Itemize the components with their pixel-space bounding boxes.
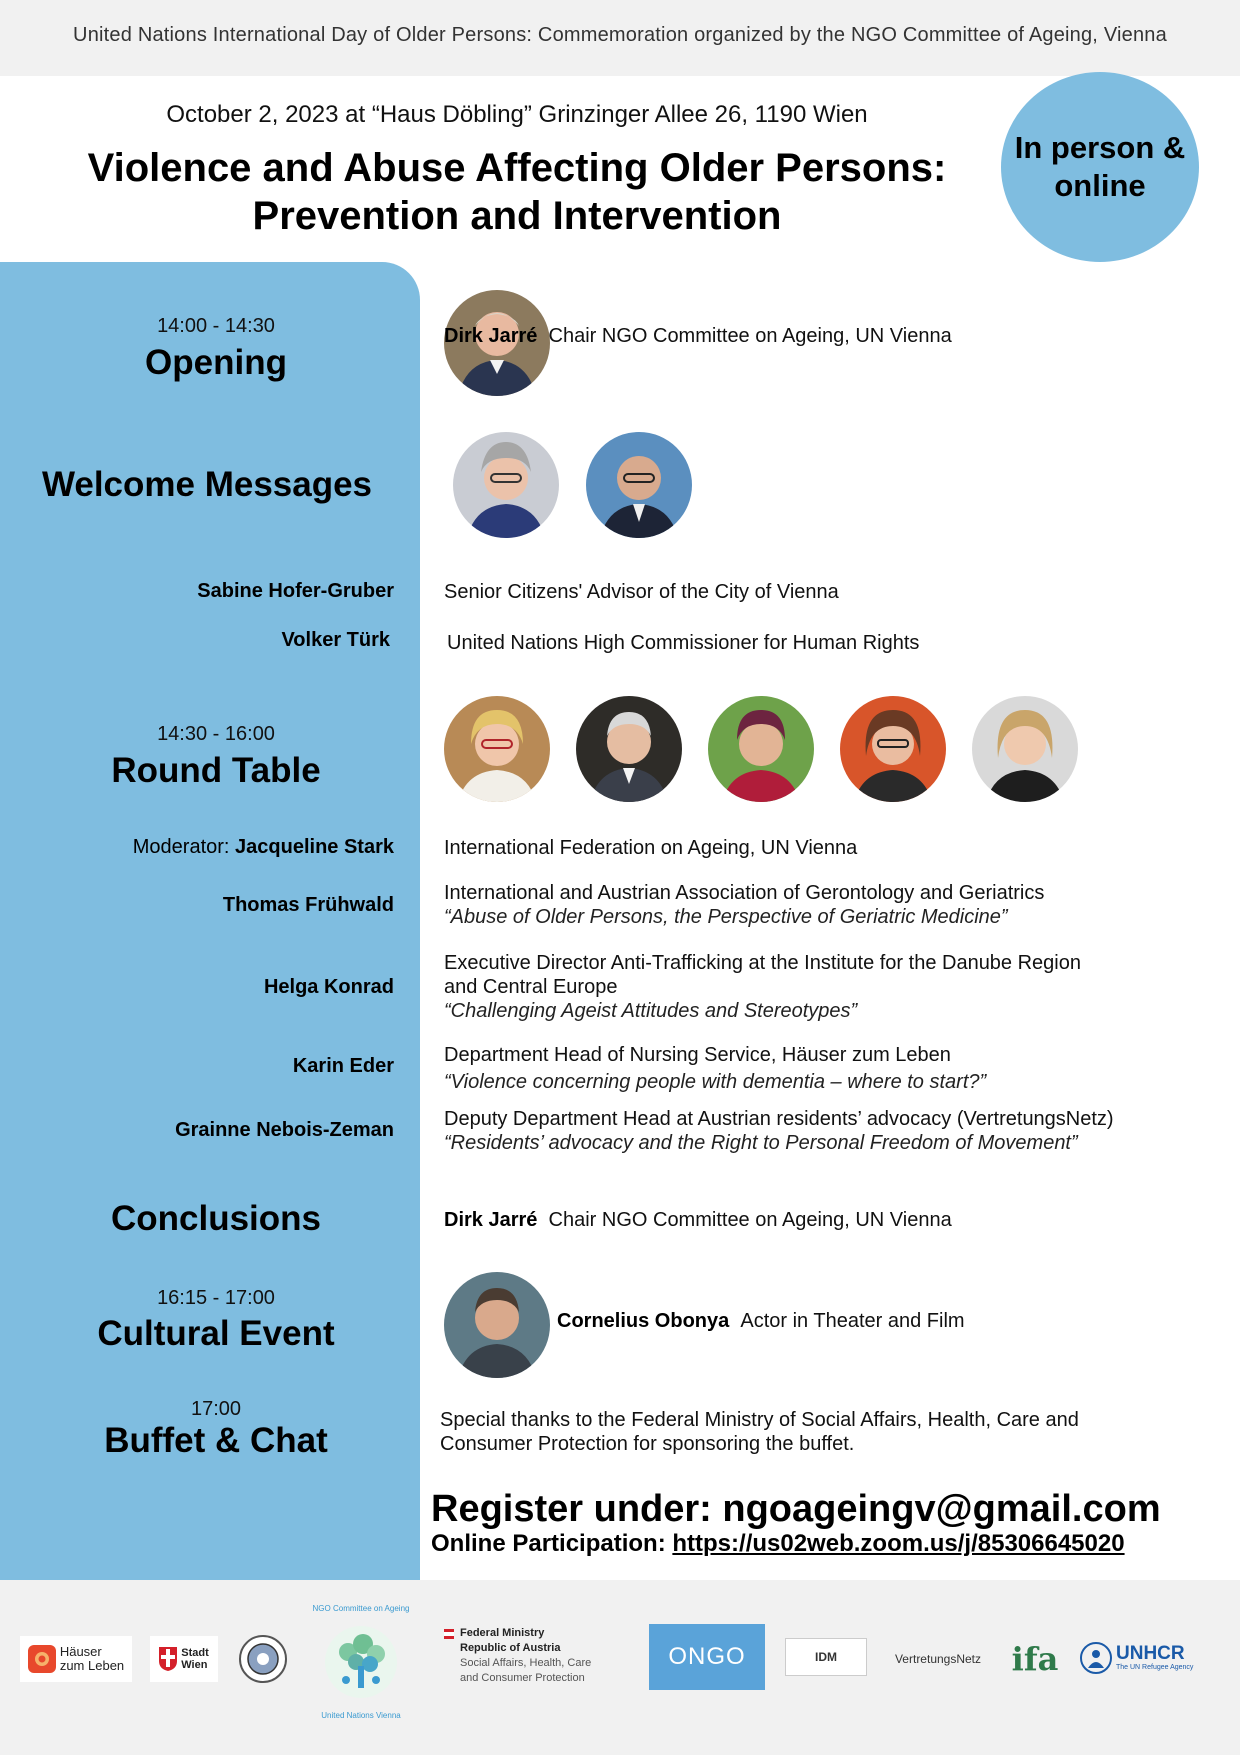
welcome-speaker-2-name: Volker Türk bbox=[281, 629, 390, 651]
moderator bbox=[20, 836, 394, 859]
avatar-jacqueline-stark bbox=[444, 696, 550, 802]
panelist-3-info bbox=[444, 1043, 1164, 1094]
panelist-2-info bbox=[444, 951, 1164, 1023]
ifa-logo bbox=[1008, 1634, 1062, 1684]
panelist-1-role: International and Austrian Association of Gerontology and Geriatrics bbox=[444, 882, 1045, 904]
opening-speaker-role: Chair NGO Committee on Ageing, UN Vienna bbox=[548, 325, 952, 347]
unhcr-emblem-icon bbox=[1080, 1642, 1112, 1674]
moderator-role: International Federation on Ageing, UN Vienna bbox=[444, 837, 858, 859]
buffet-heading: Buffet & Chat bbox=[104, 1421, 328, 1460]
hauser-zum-leben-logo bbox=[20, 1636, 132, 1682]
avatar-sabine-hofer-gruber bbox=[453, 432, 559, 538]
unhcr-logo bbox=[1080, 1638, 1218, 1678]
online-participation-label: Online Participation: bbox=[431, 1530, 666, 1557]
panelist-4-name: Grainne Nebois-Zeman bbox=[175, 1119, 394, 1141]
panelist-1-topic: “Abuse of Older Persons, the Perspective of Geriatric Medicine” bbox=[444, 906, 1008, 928]
badge-line-2: online bbox=[1054, 168, 1146, 203]
cultural-speaker bbox=[557, 1309, 1240, 1333]
ngo-logo-top-text: NGO Committee on Ageing bbox=[312, 1604, 410, 1613]
panelist-2-role-line-1: Executive Director Anti-Trafficking at the Institute for the Danube Region bbox=[444, 952, 1081, 974]
panelist-3-topic: “Violence concerning people with dementia – where to start?” bbox=[444, 1071, 987, 1093]
program-sidebar bbox=[0, 262, 420, 1580]
event-date-location: October 2, 2023 at “Haus Döbling” Grinzinger Allee 26, 1190 Wien bbox=[166, 101, 868, 128]
panelist-3-name: Karin Eder bbox=[292, 1055, 394, 1077]
avatar-cornelius-obonya bbox=[444, 1272, 550, 1378]
stadt-wien-logo bbox=[150, 1636, 218, 1682]
federal-ministry-logo bbox=[444, 1626, 628, 1702]
ministry-line-3: Social Affairs, Health, Care bbox=[460, 1657, 592, 1669]
avatar-helga-konrad bbox=[708, 696, 814, 802]
idm-logo-text: IDM bbox=[815, 1650, 837, 1664]
conclusions-speaker bbox=[444, 1208, 1164, 1232]
opening-heading: Opening bbox=[145, 343, 287, 382]
hauser-logo-line-2: zum Leben bbox=[59, 1658, 125, 1673]
welcome-heading: Welcome Messages bbox=[41, 465, 373, 504]
avatar-volker-turk bbox=[586, 432, 692, 538]
zoom-link[interactable]: https://us02web.zoom.us/j/85306645020 bbox=[672, 1530, 1125, 1557]
welcome-speaker-1-name: Sabine Hofer-Gruber bbox=[197, 580, 394, 602]
badge-line-1: In person & bbox=[1014, 130, 1186, 165]
conclusions-speaker-name: Dirk Jarré bbox=[444, 1209, 538, 1231]
opening-time: 14:00 - 14:30 bbox=[157, 315, 275, 337]
avatar-grainne-nebois-zeman bbox=[972, 696, 1078, 802]
welcome-speaker-2-role: United Nations High Commissioner for Human Rights bbox=[447, 632, 920, 654]
idm-logo bbox=[785, 1638, 867, 1676]
panelist-4-topic: “Residents’ advocacy and the Right to Personal Freedom of Movement” bbox=[444, 1132, 1078, 1154]
round-table-time: 14:30 - 16:00 bbox=[157, 723, 275, 745]
vertretungsnetz-logo-text: VertretungsNetz bbox=[894, 1652, 982, 1666]
ongo-logo bbox=[649, 1624, 765, 1690]
online-participation bbox=[431, 1530, 1125, 1558]
avatar-thomas-fruhwald bbox=[576, 696, 682, 802]
vertretungsnetz-logo bbox=[886, 1642, 990, 1676]
panelist-2-topic: “Challenging Ageist Attitudes and Stereotypes” bbox=[444, 1000, 858, 1022]
federation-seal-logo bbox=[236, 1634, 290, 1684]
hauser-logo-icon bbox=[28, 1645, 56, 1673]
panelist-1-info bbox=[444, 881, 1164, 929]
buffet-thanks-line-1: Special thanks to the Federal Ministry of Social Affairs, Health, Care and bbox=[440, 1409, 1079, 1431]
opening-speaker bbox=[444, 324, 1164, 348]
buffet-thanks bbox=[440, 1408, 1160, 1456]
moderator-name: Jacqueline Stark bbox=[235, 836, 394, 858]
unhcr-logo-tagline: The UN Refugee Agency bbox=[1116, 1664, 1194, 1671]
title-line-1: Violence and Abuse Affecting Older Persons: bbox=[87, 146, 947, 190]
hauser-logo-line-1: Häuser bbox=[59, 1644, 102, 1659]
ministry-line-2: Republic of Austria bbox=[460, 1642, 561, 1654]
panelist-4-info bbox=[444, 1107, 1164, 1155]
ongo-logo-text: ONGO bbox=[668, 1643, 746, 1670]
panelist-2-name: Helga Konrad bbox=[263, 976, 394, 998]
panelist-2-role-line-2: and Central Europe bbox=[444, 976, 618, 998]
cultural-event-heading: Cultural Event bbox=[97, 1314, 335, 1353]
panelist-4-role: Deputy Department Head at Austrian residents’ advocacy (VertretungsNetz) bbox=[444, 1108, 1114, 1130]
cultural-event-time: 16:15 - 17:00 bbox=[157, 1287, 275, 1309]
stadt-logo-line-2: Wien bbox=[181, 1659, 208, 1671]
page-title bbox=[40, 144, 994, 240]
stadt-logo-line-1: Stadt bbox=[181, 1647, 209, 1659]
conclusions-speaker-role: Chair NGO Committee on Ageing, UN Vienna bbox=[548, 1209, 952, 1231]
panelist-1-name: Thomas Frühwald bbox=[222, 894, 394, 916]
buffet-time: 17:00 bbox=[190, 1398, 242, 1420]
wien-shield-icon bbox=[159, 1647, 177, 1671]
welcome-speaker-1-role: Senior Citizens' Advisor of the City of Vienna bbox=[444, 581, 839, 603]
title-line-2: Prevention and Intervention bbox=[252, 194, 782, 238]
buffet-thanks-line-2: Consumer Protection for sponsoring the buffet. bbox=[440, 1433, 855, 1455]
opening-speaker-name: Dirk Jarré bbox=[444, 325, 538, 347]
ministry-line-4: and Consumer Protection bbox=[460, 1672, 585, 1684]
avatar-karin-eder bbox=[840, 696, 946, 802]
panelist-3-role: Department Head of Nursing Service, Häuser zum Leben bbox=[444, 1044, 951, 1066]
cultural-speaker-role: Actor in Theater and Film bbox=[740, 1310, 965, 1332]
ngo-committee-logo bbox=[308, 1604, 414, 1720]
ngo-logo-bottom-text: United Nations Vienna bbox=[321, 1711, 401, 1720]
ifa-logo-text: ifa bbox=[1011, 1640, 1059, 1678]
round-table-heading: Round Table bbox=[111, 751, 321, 790]
sponsor-footer bbox=[0, 1580, 1240, 1755]
cultural-speaker-name: Cornelius Obonya bbox=[557, 1310, 730, 1332]
ministry-line-1: Federal Ministry bbox=[460, 1627, 545, 1639]
banner-text: United Nations International Day of Older Persons: Commemoration organized by the NGO Committee of Ageing, Vienna bbox=[73, 24, 1167, 46]
conclusions-heading: Conclusions bbox=[110, 1199, 322, 1238]
register-email[interactable]: Register under: ngoageingv@gmail.com bbox=[431, 1488, 1161, 1530]
moderator-label: Moderator: bbox=[132, 836, 230, 858]
unhcr-logo-name: UNHCR bbox=[1116, 1643, 1185, 1664]
in-person-online-badge bbox=[1001, 72, 1199, 262]
